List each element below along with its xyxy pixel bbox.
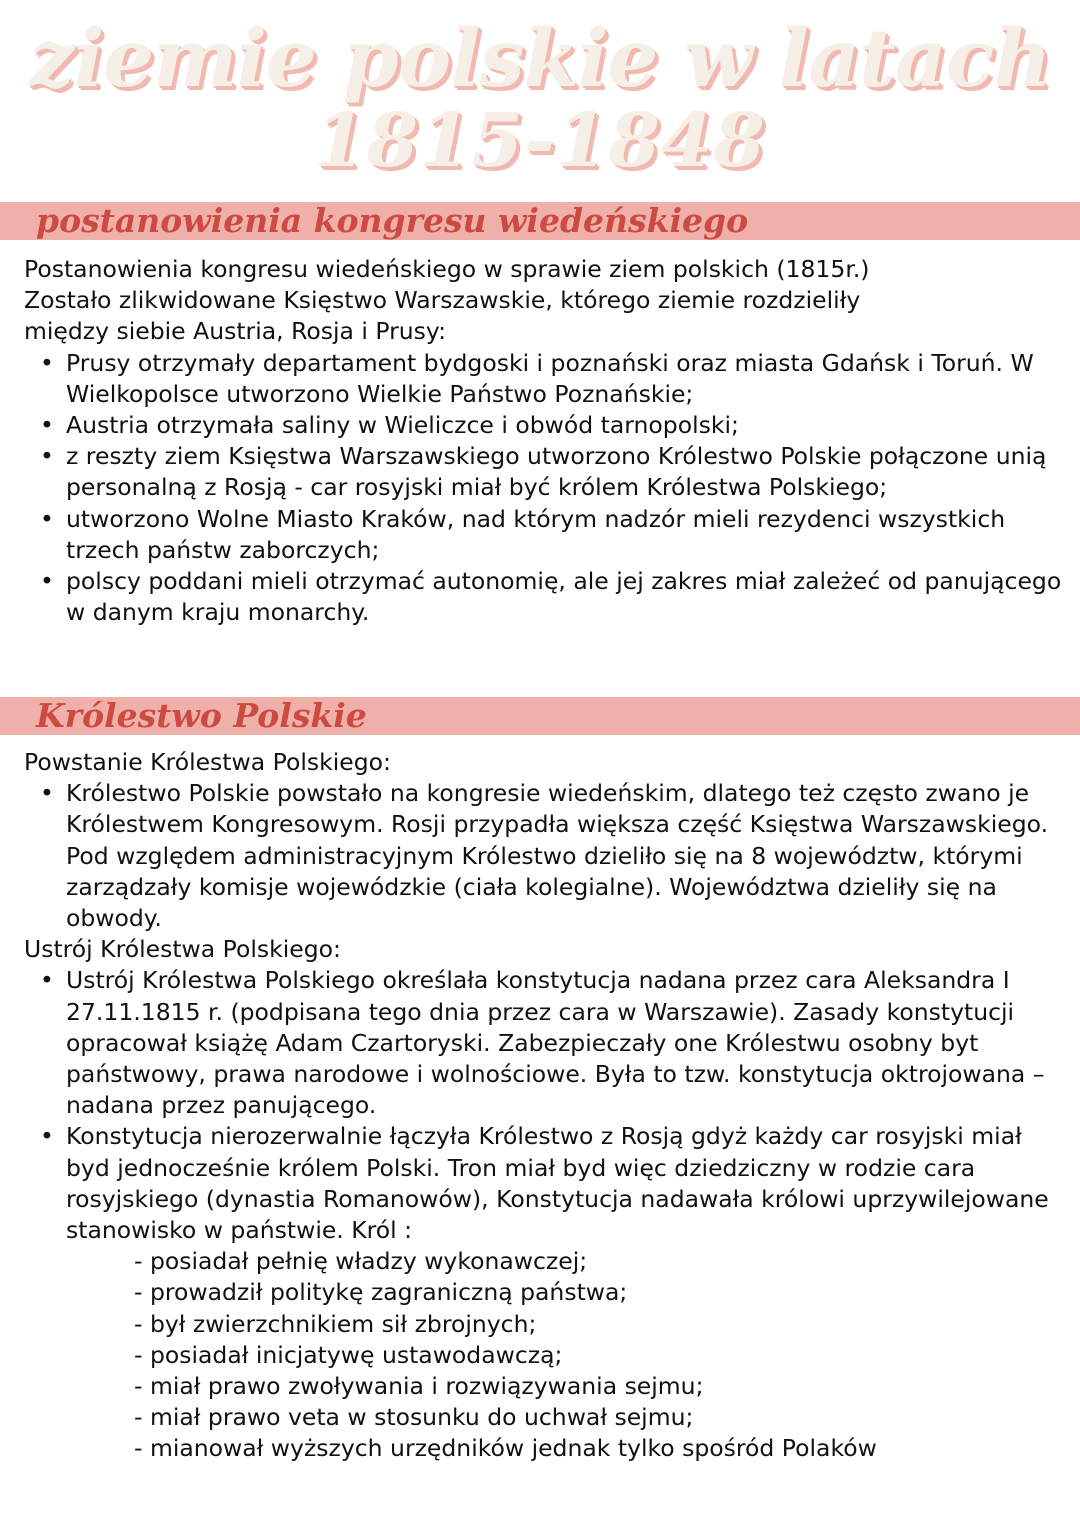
bullet-list <box>24 965 1064 1246</box>
bullet-item: • utworzono Wolne Miasto Kraków, nad którym nadzór mieli rezydenci wszystkich trzech państw zaborczych; <box>24 504 1064 566</box>
dash-item: - posiadał pełnię władzy wykonawczej; <box>134 1247 588 1276</box>
dash-item: - miał prawo zwoływania i rozwiązywania sejmu; <box>134 1372 704 1401</box>
dash-item: - był zwierzchnikiem sił zbrojnych; <box>134 1309 537 1338</box>
section-body <box>24 254 1064 628</box>
section-heading: Królestwo Polskie <box>36 696 367 735</box>
section-heading: postanowienia kongresu wiedeńskiego <box>36 201 749 240</box>
dash-item: - prowadził politykę zagraniczną państwa; <box>134 1278 628 1307</box>
bullet-item: • Prusy otrzymały departament bydgoski i poznański oraz miasta Gdańsk i Toruń. W Wielkopolsce utworzono Wielkie Państwo Poznańskie; <box>24 348 1064 410</box>
section-heading-band <box>0 202 1080 240</box>
bullet-item: • z reszty ziem Księstwa Warszawskiego utworzono Królestwo Polskie połączone unią personalną z Rosją - car rosyjski miał być królem Królestwa Polskiego; <box>24 441 1064 503</box>
paragraph-line: Zostało zlikwidowane Księstwo Warszawskie, którego ziemie rozdzieliły <box>24 286 861 315</box>
bullet-list <box>24 348 1064 629</box>
section-body <box>24 747 1064 1465</box>
paragraph-line: Postanowienia kongresu wiedeńskiego w sprawie ziem polskich (1815r.) <box>24 255 870 283</box>
bullet-item: • Ustrój Królestwa Polskiego określała konstytucja nadana przez cara Aleksandra I 27.11.1815 r. (podpisana tego dnia przez cara w Warszawie). Zasady konstytucji opracował książę Adam Czartoryski. Zabezpieczały one Królestwu osobny byt państwowy, prawa narodowe i wolnościowe. Była to tzw. konstytucja oktrojowana – nadana przez panującego. <box>24 965 1064 1121</box>
paragraph-line: między siebie Austria, Rosja i Prusy: <box>24 317 447 346</box>
dash-item: - posiadał inicjatywę ustawodawczą; <box>134 1340 563 1369</box>
subheading: Powstanie Królestwa Polskiego: <box>24 748 391 776</box>
bullet-item: • Konstytucja nierozerwalnie łączyła Królestwo z Rosją gdyż każdy car rosyjski miał byd jednocześnie królem Polski. Tron miał byd więc dziedziczny w rodzie cara rosyjskiego (dynastia Romanowów), Konstytucja nadawała królowi uprzywilejowane stanowisko w państwie. Król : <box>24 1121 1064 1246</box>
bullet-item: • Królestwo Polskie powstało na kongresie wiedeńskim, dlatego też często zwano je Królestwem Kongresowym. Rosji przypadła większa część Księstwa Warszawskiego. Pod względem administracyjnym Królestwo dzieliło się na 8 województw, którymi zarządzały komisje wojewódzkie (ciała kolegialne). Województwa dzieliły się na obwody. <box>24 778 1064 934</box>
page-title-line-1: ziemie polskie w latach <box>29 11 1051 105</box>
dash-item: - miał prawo veta w stosunku do uchwał sejmu; <box>134 1403 694 1432</box>
subheading: Ustrój Królestwa Polskiego: <box>24 935 341 964</box>
section-heading-band <box>0 697 1080 735</box>
bullet-item: • polscy poddani mieli otrzymać autonomię, ale jej zakres miał zależeć od panującego w danym kraju monarchy. <box>24 566 1064 628</box>
bullet-item: • Austria otrzymała saliny w Wieliczce i obwód tarnopolski; <box>24 410 1064 441</box>
bullet-list <box>24 778 1064 934</box>
dash-item: - mianował wyższych urzędników jednak tylko spośród Polaków <box>134 1434 877 1463</box>
dash-list <box>24 1246 1064 1464</box>
page-title-line-2: 1815-1848 <box>314 98 766 184</box>
